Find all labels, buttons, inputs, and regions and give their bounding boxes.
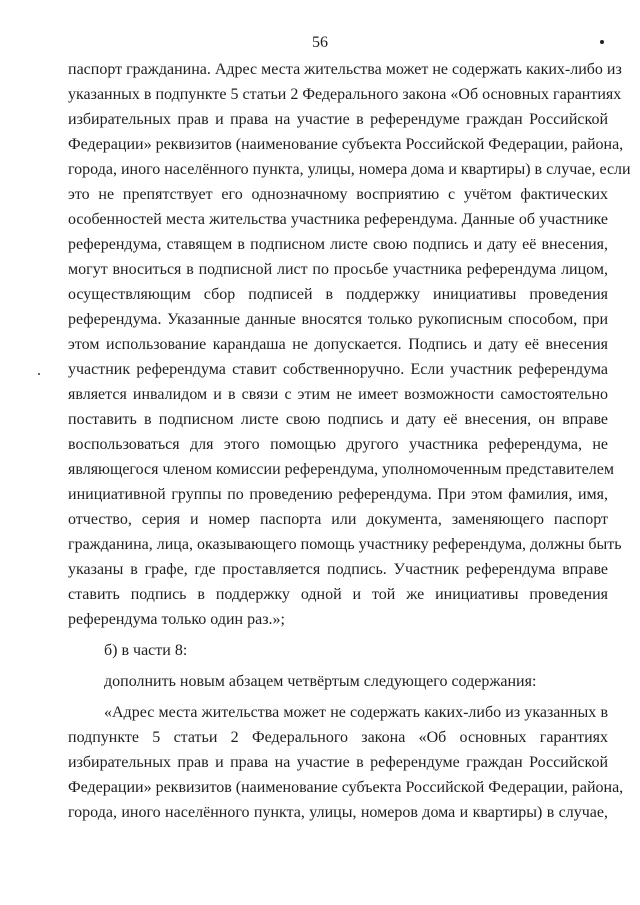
text-line: подпункте 5 статьи 2 Федерального закона «Об основных гарантиях: [68, 729, 608, 746]
text-line: инициативной группы по проведению референдума. При этом фамилия, имя,: [68, 486, 608, 503]
text-line: дополнить новым абзацем четвёртым следующего содержания:: [104, 673, 537, 690]
text-line: паспорт гражданина. Адрес места жительства может не содержать каких-либо из: [68, 61, 622, 78]
text-line: этом использование карандаша не допускается. Подпись и дату её внесения: [68, 336, 608, 353]
text-line: является инвалидом и в связи с этим не имеет возможности самостоятельно: [68, 386, 608, 403]
scan-artifact-dot: [600, 40, 604, 44]
text-line: это не препятствует его однозначному восприятию с учётом фактических: [68, 186, 608, 203]
page-number: 56: [312, 34, 328, 51]
text-line: являющегося членом комиссии референдума, уполномоченным представителем: [68, 461, 614, 478]
text-line: воспользоваться для этого помощью другого участника референдума, не: [68, 436, 608, 453]
text-line: референдума. Указанные данные вносятся только рукописным способом, при: [68, 311, 608, 328]
text-line: Федерации» реквизитов (наименование субъекта Российской Федерации, района,: [68, 779, 624, 796]
text-line: особенностей места жительства участника референдума. Данные об участнике: [68, 211, 608, 228]
text-line: «Адрес места жительства может не содержать каких-либо из указанных в: [104, 704, 608, 721]
text-line: ставить подпись в поддержку одной и той же инициативы проведения: [68, 586, 608, 603]
text-line: города, иного населённого пункта, улицы, номеров дома и квартиры) в случае,: [68, 804, 608, 821]
text-line: города, иного населённого пункта, улицы, номера дома и квартиры) в случае, если: [68, 161, 631, 178]
text-line: гражданина, лица, оказывающего помощь участнику референдума, должны быть: [68, 536, 622, 553]
text-line: поставить в подписном листе свою подпись и дату её внесения, он вправе: [68, 411, 608, 428]
text-line: указаны в графе, где проставляется подпись. Участник референдума вправе: [68, 561, 608, 578]
text-line: избирательных прав и права на участие в референдуме граждан Российской: [68, 111, 608, 128]
text-line: Федерации» реквизитов (наименование субъекта Российской Федерации, района,: [68, 136, 624, 153]
text-line: б) в части 8:: [104, 642, 188, 659]
scan-artifact-margin-dot: [38, 373, 40, 375]
text-line: избирательных прав и права на участие в референдуме граждан Российской: [68, 754, 608, 771]
text-line: могут вноситься в подписной лист по просьбе участника референдума лицом,: [68, 261, 608, 278]
text-line: отчество, серия и номер паспорта или документа, заменяющего паспорт: [68, 511, 608, 528]
text-line: референдума только один раз.»;: [68, 611, 285, 628]
text-line: референдума, ставящем в подписном листе свою подпись и дату её внесения,: [68, 236, 608, 253]
text-line: указанных в подпункте 5 статьи 2 Федерального закона «Об основных гарантиях: [68, 86, 622, 103]
text-line: осуществляющим сбор подписей в поддержку инициативы проведения: [68, 286, 608, 303]
text-line: участник референдума ставит собственноручно. Если участник референдума: [68, 361, 608, 378]
